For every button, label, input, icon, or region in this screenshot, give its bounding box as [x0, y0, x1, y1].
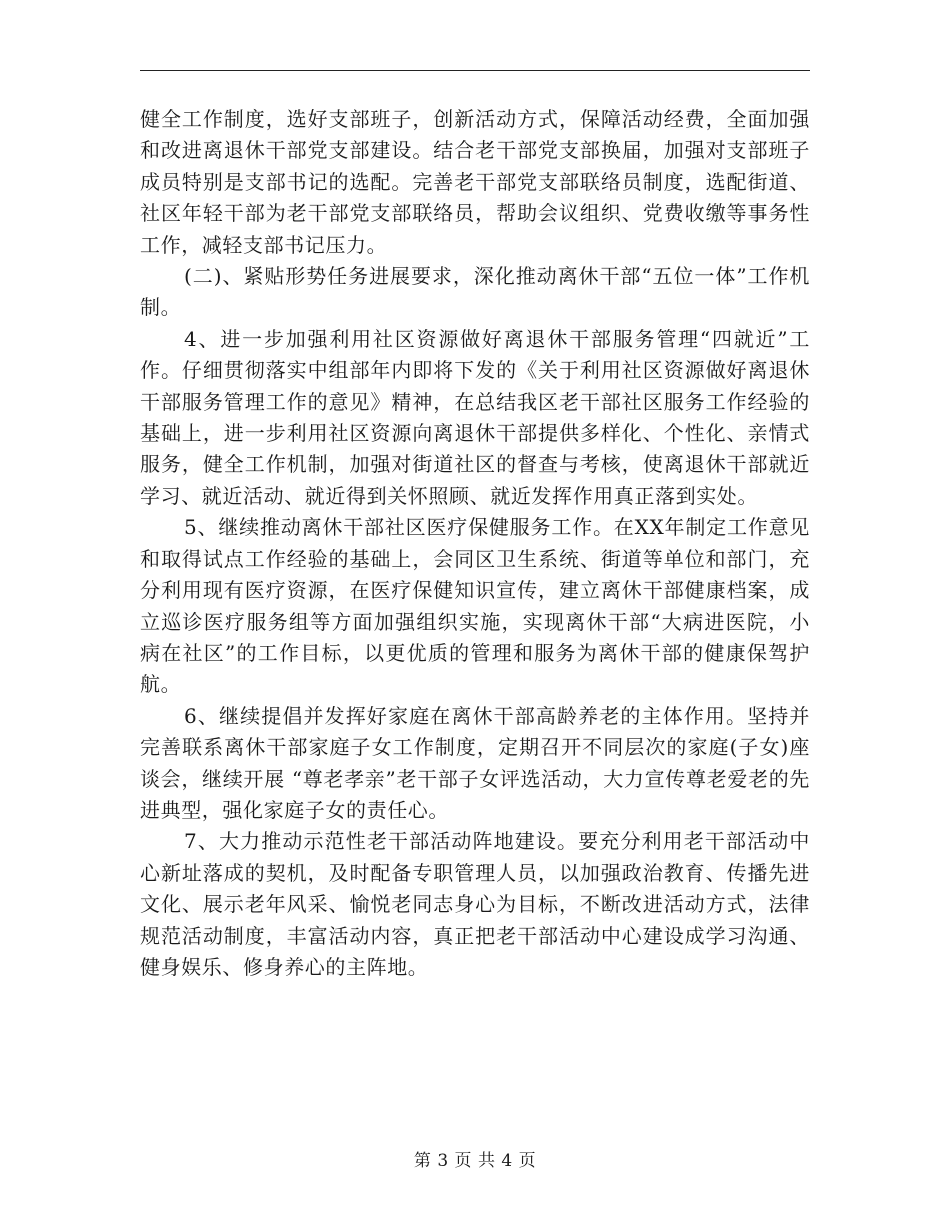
paragraph-item-7: 7、大力推动示范性老干部活动阵地建设。要充分利用老干部活动中心新址落成的契机，及时配备专职管理人员，以加强政治教育、传播先进文化、展示老年风采、愉悦老同志身心为目标，不断改进活动方式，法律规范活动制度，丰富活动内容，真正把老干部活动中心建设成学习沟通、健身娱乐、修身养心的主阵地。: [140, 829, 810, 979]
paragraph-continued: 健全工作制度，选好支部班子，创新活动方式，保障活动经费，全面加强和改进离退休干部党支部建设。结合老干部党支部换届，加强对支部班子成员特别是支部书记的选配。完善老干部党支部联络员制度，选配街道、社区年轻干部为老干部党支部联络员，帮助会议组织、党费收缴等事务性工作，减轻支部书记压力。: [140, 107, 810, 257]
page-number: 第 3 页 共 4 页: [413, 1151, 537, 1171]
header-rule: [140, 70, 810, 71]
paragraph-item-5: 5、继续推动离休干部社区医疗保健服务工作。在XX年制定工作意见和取得试点工作经验的基础上，会同区卫生系统、街道等单位和部门，充分利用现有医疗资源，在医疗保健知识宣传，建立离休干部健康档案，成立巡诊医疗服务组等方面加强组织实施，实现离休干部“大病进医院，小病在社区”的工作目标，以更优质的管理和服务为离休干部的健康保驾护航。: [140, 515, 810, 697]
paragraph-item-6: 6、继续提倡并发挥好家庭在离休干部高龄养老的主体作用。坚持并完善联系离休干部家庭子女工作制度，定期召开不同层次的家庭(子女)座谈会，继续开展 “尊老孝亲”老干部子女评选活动，大力宣传尊老爱老的先进典型，强化家庭子女的责任心。: [140, 703, 810, 822]
section-heading-2: (二)、紧贴形势任务进展要求，深化推动离休干部“五位一体”工作机制。: [140, 264, 810, 320]
document-body: [140, 104, 810, 983]
paragraph-item-4: 4、进一步加强利用社区资源做好离退休干部服务管理“四就近”工作。仔细贯彻落实中组部年内即将下发的《关于利用社区资源做好离退休干部服务管理工作的意见》精神，在总结我区老干部社区服务工作经验的基础上，进一步利用社区资源向离退休干部提供多样化、个性化、亲情式服务，健全工作机制，加强对街道社区的督查与考核，使离退休干部就近学习、就近活动、就近得到关怀照顾、就近发挥作用真正落到实处。: [140, 326, 810, 508]
